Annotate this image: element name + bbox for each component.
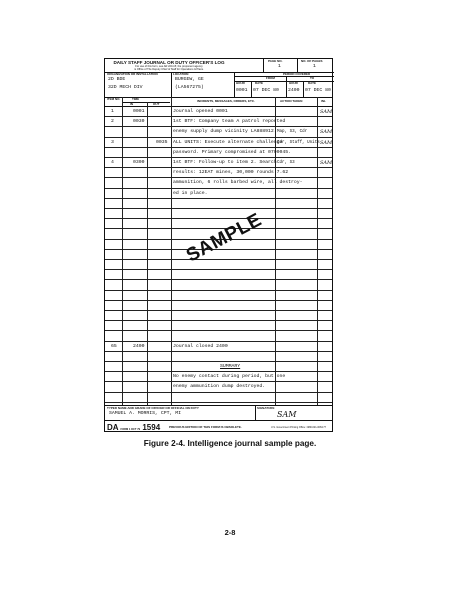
- no-pages: 1: [313, 64, 316, 69]
- initials: SAM: [320, 160, 333, 166]
- table-row: [105, 270, 332, 280]
- to-hour: 2400: [288, 88, 300, 93]
- table-row: [105, 291, 332, 301]
- table-row: [105, 107, 332, 117]
- printing-note: U.S. Government Printing Office: 1980-621-006/177: [271, 426, 326, 429]
- form-header: [105, 59, 332, 98]
- incident-text: Journal closed 2400: [173, 343, 228, 349]
- item-no: 3: [111, 139, 114, 145]
- incident-text: enemy supply dump vicinity LA888912.: [173, 129, 277, 135]
- location-line-2: (LA567275): [175, 85, 204, 90]
- signer-label: TYPED NAME AND GRADE OF OFFICER OR OFFICIAL ON DUTY: [107, 406, 199, 410]
- no-pages-label: NO. OF PAGES: [301, 59, 323, 63]
- incident-text: No enemy contact during period, but one: [173, 374, 286, 380]
- form-subtitle-2: is Office of The Deputy Chief of Staff for Operations & Plans.: [134, 68, 204, 71]
- table-row: [105, 393, 332, 403]
- table-row: [105, 362, 332, 372]
- table-row: [105, 209, 332, 219]
- incident-text: results: 12EAT mines, 30,000 rounds 7.62: [173, 170, 289, 176]
- form-title: DAILY STAFF JOURNAL OR DUTY OFFICER'S LOG: [113, 60, 225, 65]
- table-row: [105, 178, 332, 188]
- action-taken: Cdr, Staff, Units: [277, 140, 320, 145]
- edition-note: PREVIOUS EDITION OF THIS FORM IS OBSOLETE.: [169, 425, 242, 429]
- table-row: [105, 382, 332, 392]
- time-in: 0300: [133, 160, 145, 165]
- page-number: 2-8: [224, 528, 236, 537]
- signer-name: SAMUEL A. MORRIS, CPT, MI: [109, 411, 181, 416]
- table-row: [105, 127, 332, 137]
- initials: SAM: [320, 109, 333, 115]
- table-row: [105, 311, 332, 321]
- org-line-1: 2D BDE: [108, 77, 126, 82]
- form-footer: [105, 405, 332, 421]
- from-hour-label: HOUR: [236, 81, 245, 85]
- form-subtitle-1: For use of this form, see AR 220-15; the proponent agency: [135, 65, 203, 68]
- table-row: [105, 148, 332, 158]
- org-label: ORGANIZATION OR INSTALLATION: [107, 72, 158, 76]
- time-out: 0035: [156, 139, 168, 145]
- col-time: TIME: [132, 97, 140, 101]
- page-no: 1: [278, 64, 281, 69]
- time-in: 0001: [133, 109, 145, 114]
- col-item: ITEM NO.: [107, 97, 121, 101]
- initials: SAM: [320, 129, 333, 136]
- table-row: [105, 199, 332, 209]
- table-row: [105, 301, 332, 311]
- column-header: [105, 97, 332, 107]
- table-row: [105, 321, 332, 331]
- col-out: OUT: [153, 102, 160, 106]
- incident-text: ed in place.: [173, 190, 208, 196]
- table-row: [105, 117, 332, 127]
- incident-text: SUMMARY: [220, 364, 241, 369]
- to-label: TO: [310, 76, 315, 80]
- from-label: FROM: [266, 76, 275, 80]
- signature: SAM: [277, 410, 297, 419]
- table-row: [105, 138, 332, 148]
- action-taken: Map, S3, Cdr: [277, 130, 308, 135]
- to-hour-label: HOUR: [289, 81, 298, 85]
- org-line-2: 32D MECH DIV: [108, 85, 143, 90]
- from-date: 07 DEC 80: [253, 88, 279, 93]
- initials: SAM: [320, 139, 333, 146]
- table-row: [105, 352, 332, 362]
- table-row: [105, 280, 332, 290]
- action-taken: Cdr, S3: [277, 161, 295, 165]
- incident-text: Journal opened 0001: [173, 109, 228, 114]
- incident-text: 1st BTF: Follow-up to item 2. Search: [173, 160, 277, 165]
- incident-text: password. Primary compromised at 0700045.: [173, 149, 292, 155]
- location-line-1: BURGEW, GE: [175, 77, 204, 82]
- item-no: 4: [111, 160, 114, 165]
- period-label: PERIOD COVERED: [283, 72, 311, 76]
- table-row: [105, 158, 332, 168]
- table-row: [105, 342, 332, 352]
- incident-text: 1st BTF: Company team A patrol reported: [173, 119, 286, 125]
- to-date: 07 DEC 80: [305, 88, 331, 93]
- table-row: [105, 189, 332, 199]
- sample-watermark: SAMPLE: [183, 209, 266, 267]
- table-row: [105, 168, 332, 178]
- time-in: 2400: [133, 343, 145, 349]
- from-date-label: DATE: [255, 81, 263, 85]
- location-label: LOCATION: [173, 72, 189, 76]
- item-no: 2: [111, 119, 114, 125]
- form-number: DA FORM 1 OCT 79 1594: [107, 423, 161, 432]
- incident-text: enemy ammunition dump destroyed.: [173, 384, 266, 390]
- from-hour: 0001: [236, 88, 248, 93]
- table-row: [105, 260, 332, 270]
- figure-caption: Figure 2-4. Intelligence journal sample page.: [143, 439, 317, 448]
- item-no: 1: [111, 109, 114, 114]
- incident-text: ammunition, 6 rolls barbed wire, all destroy-: [173, 180, 303, 186]
- incident-text: ALL UNITS: Execute alternate challenge: [173, 139, 283, 145]
- to-date-label: DATE: [308, 81, 316, 85]
- table-row: [105, 331, 332, 341]
- col-in: IN: [130, 102, 133, 106]
- col-action: ACTION TAKEN: [280, 99, 303, 103]
- col-initials: INL: [321, 99, 326, 103]
- signature-label: SIGNATURE: [257, 406, 275, 410]
- col-incidents: INCIDENTS, MESSAGES, ORDERS, ETC.: [197, 99, 255, 103]
- item-no: 65: [111, 343, 117, 349]
- table-row: [105, 372, 332, 382]
- page-no-label: PAGE NO.: [268, 59, 283, 63]
- time-in: 0030: [133, 119, 145, 125]
